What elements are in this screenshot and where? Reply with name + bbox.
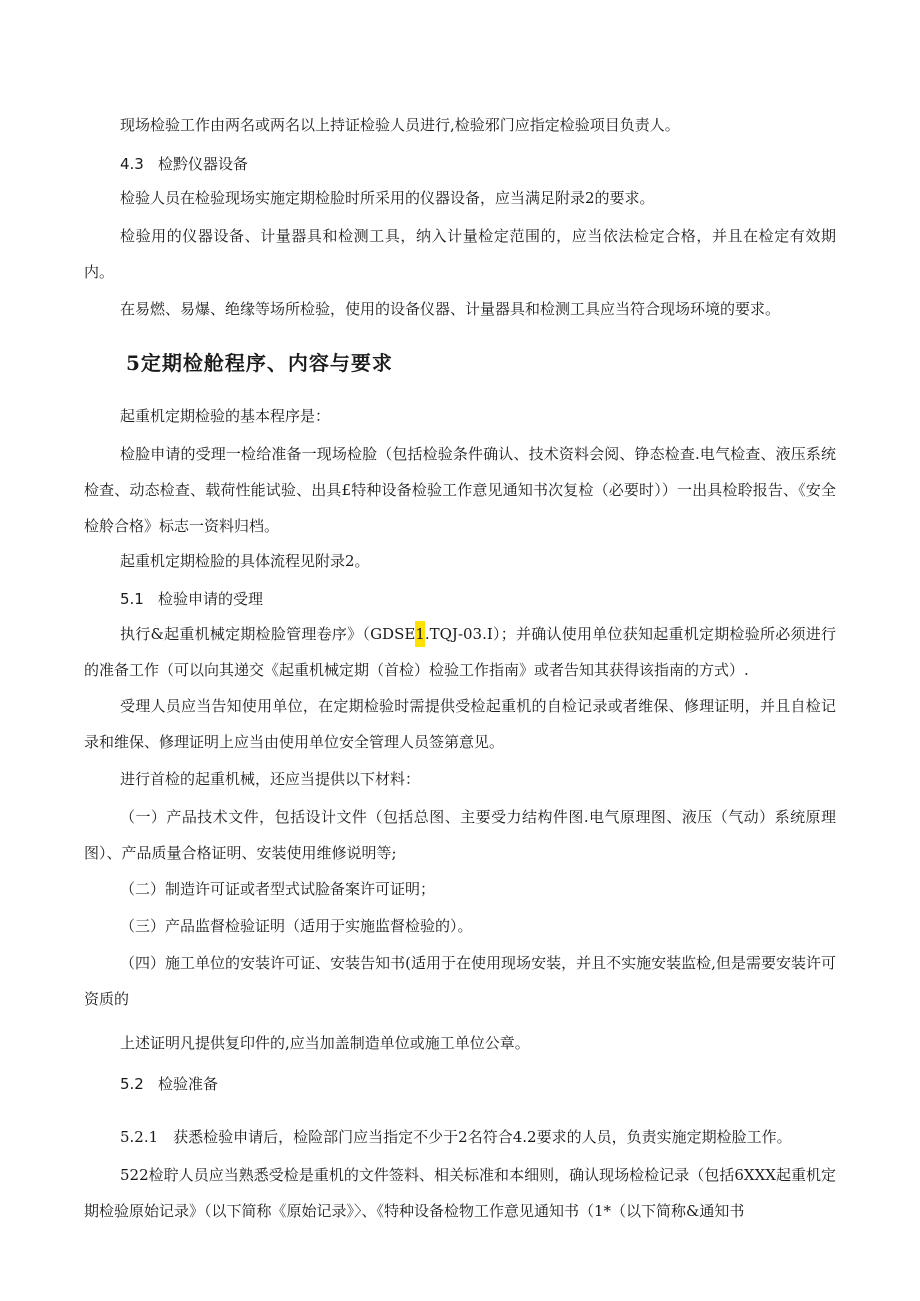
paragraph-11: （一）产品技术文件，包括设计文件（包括总图、主要受力结构件图.电气原理图、液压（气动）系统原理图）、产品质量合格证明、安装使用维修说明等; [84, 808, 836, 862]
paragraph-15: 上述证明凡提供复印件的,应当加盖制造单位或施工单位公章。 [120, 1034, 530, 1052]
highlighted-text: 1 [415, 621, 425, 647]
subsection-5-1 [120, 587, 263, 611]
paragraph-12: （二）制造许可证或者型式试脸备案许可证明； [120, 880, 436, 898]
paragraph-5: 起重机定期检验的基本程序是： [120, 407, 331, 425]
paragraph-8-part-b: .TQJ-03.I）；并确认使用单位获知起重机定期检验所必须进行的准备工作（可以向其递交《起重机械定期（首检）检验工作指南》或者告知其获得该指南的方式）. [84, 625, 836, 679]
subsection-number: 5.1 [120, 590, 144, 608]
subsection-title: 检验准备 [158, 1075, 219, 1093]
subsection-number: 5.2 [120, 1075, 144, 1093]
paragraph-16: 5.2.1 获悉检验申请后，检险部门应当指定不少于2名符合4.2要求的人员，负责实施定期检脸工作。 [120, 1128, 792, 1146]
paragraph-7: 起重机定期检脸的具体流程见附录2。 [120, 552, 370, 570]
paragraph-10: 进行首检的起重机械，还应当提供以下材料： [120, 770, 421, 788]
paragraph-6: 检脸申请的受理一检给准备一现场检脸（包括检验条件确认、技术资料会阅、铮态检查.电气检查、液压系统检查、动态检查、载荷性能试验、出具£特种设备检验工作意见通知书次复检（必要时））一出具检聆报告、《安全检舲合格》标志一资料归档。 [84, 445, 836, 535]
paragraph-8-part-a: 执行&起重机械定期检脸管理卷序》（GDSE [120, 625, 416, 643]
paragraph-17: 522检聍人员应当熟悉受检是重机的文件签料、相关标准和本细则，确认现场检检记录（包括6XXX起重机定期检验原始记录》（以下简称《原始记录》〉、《特种设备检物工作意见通知书（1*（以下简称&通知书 [84, 1166, 836, 1220]
paragraph-3: 检验用的仪器设备、计量器具和检测工具，纳入计量检定范围的，应当依法检定合格，并且在检定有效期内。 [84, 227, 836, 281]
paragraph-13: （三）产品监督检验证明（适用于实施监督检验的）。 [120, 917, 473, 935]
subsection-5-2 [120, 1072, 218, 1096]
subsection-title: 检验申请的受理 [158, 590, 264, 608]
paragraph-1: 现场检验工作由两名或两名以上持证检验人员进行,检验邪门应指定检验项目负责人。 [120, 116, 680, 134]
section-5-heading: 5定期检舱程序、内容与要求 [126, 351, 393, 375]
subsection-number: 4.3 [120, 155, 144, 173]
paragraph-4: 在易燃、易爆、绝缘等场所检验，使用的设备仪器、计量器具和检测工具应当符合现场环境的要求。 [120, 300, 781, 318]
paragraph-14: （四）施工单位的安装许可证、安装告知书(适用于在使用现场安装，并且不实施安装监检,但是需要安装许可资质的 [84, 954, 836, 1008]
paragraph-2: 检验人员在检验现场实施定期检脸时所采用的仪器设备，应当满足附录2的要求。 [120, 189, 655, 207]
subsection-title: 检黔仪器设备 [158, 155, 249, 173]
paragraph-8 [84, 616, 836, 688]
subsection-4-3 [120, 152, 248, 176]
paragraph-9: 受理人员应当告知使用单位，在定期检验时需提供受检起重机的自检记录或者维保、修理证明，并且自检记录和维保、修理证明上应当由使用单位安全管理人员签第意见。 [84, 697, 836, 751]
